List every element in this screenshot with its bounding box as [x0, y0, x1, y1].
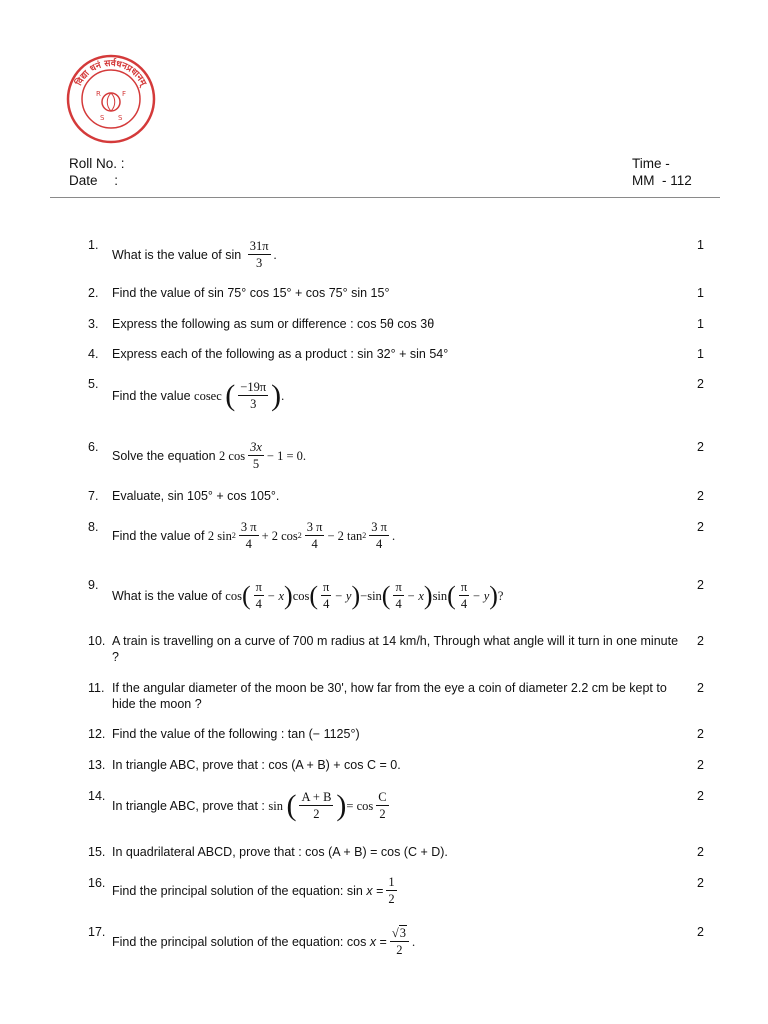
question-text: Find the value of the following : tan (− 1125°) [112, 727, 360, 741]
svg-text:F: F [122, 90, 127, 98]
question-5 [88, 376, 710, 411]
question-marks: 2 [697, 727, 704, 741]
question-number: 11. [88, 681, 105, 695]
question-number: 10. [88, 634, 106, 648]
question-text: Find the value of sin 75° cos 15° + cos 75° sin 15° [112, 286, 390, 300]
question-13 [88, 757, 710, 773]
question-marks: 2 [697, 789, 704, 803]
svg-text:R: R [96, 90, 101, 98]
question-text: Find the principal solution of the equation: cos x = $\frac{√3}{2}$ . [112, 926, 416, 957]
question-9 [88, 577, 710, 611]
question-marks: 2 [697, 520, 704, 534]
question-marks: 2 [697, 925, 704, 939]
max-marks-value: - 112 [662, 173, 692, 188]
question-6 [88, 439, 710, 471]
question-marks: 2 [697, 440, 704, 454]
date-label: Date [69, 173, 98, 188]
roll-no-colon: : [120, 156, 125, 171]
question-14 [88, 788, 710, 821]
question-text: Find the value cosec ( $\frac{-19\pi}{3}$ ) . [112, 378, 285, 412]
question-marks: 2 [697, 845, 704, 859]
question-marks: 2 [697, 634, 704, 648]
question-text: A train is travelling on a curve of 700 m radius at 14 km/h, Through what angle will it turn in one minute ? [112, 634, 679, 664]
question-number: 14. [88, 789, 106, 803]
school-logo [66, 54, 156, 144]
question-marks: 2 [697, 377, 704, 391]
question-number: 5. [88, 377, 99, 391]
question-number: 3. [88, 317, 99, 331]
question-1 [88, 237, 710, 270]
question-text: Find the principal solution of the equation: sin x = $\frac{1}{2}$ [112, 875, 395, 906]
question-8 [88, 519, 710, 551]
question-text: Find the value of 2 sin 2 $\frac{3 \pi}{4}$ + 2 cos 2 $\frac{3 \pi}{4}$ − 2 tan 2 $\frac{3 \pi}{4}$ . [112, 520, 396, 551]
question-11 [88, 680, 710, 712]
question-number: 17. [88, 925, 106, 939]
question-number: 2. [88, 286, 99, 300]
question-text: What is the value of cos ( $\frac{\pi}{4}$ − x ) cos ( $\frac{\pi}{4}$ − y ) − sin ( $\frac{\pi}{4}$ − x ) sin ( $\frac{\pi}{4}$ − y ) ? [112, 580, 504, 611]
roll-no-label: Roll No. [69, 156, 118, 171]
question-marks: 1 [697, 317, 704, 331]
header-left [69, 155, 125, 189]
time-label: Time - [632, 156, 670, 171]
question-marks: 1 [697, 347, 704, 361]
question-text: Express the following as sum or difference : cos 5θ cos 3θ [112, 317, 435, 331]
question-text: Solve the equation 2 cos $\frac{3x}{5}$ − 1 = 0. [112, 440, 307, 471]
question-number: 15. [88, 845, 106, 859]
question-17 [88, 924, 710, 957]
question-7 [88, 488, 710, 504]
max-marks-label: MM [632, 173, 655, 188]
question-text: In quadrilateral ABCD, prove that : cos (A + B) = cos (C + D). [112, 845, 448, 859]
fraction: $\frac{31\pi}{3}$ [249, 239, 269, 270]
header-divider [50, 197, 720, 198]
svg-text:S: S [100, 114, 105, 122]
question-16 [88, 875, 710, 906]
question-marks: 1 [697, 238, 704, 252]
question-4 [88, 346, 710, 362]
question-number: 12. [88, 727, 106, 741]
question-marks: 2 [697, 758, 704, 772]
question-text: If the angular diameter of the moon be 30', how far from the eye a coin of diameter 2.2 cm be kept to hide the moon ? [112, 681, 667, 711]
question-number: 8. [88, 520, 99, 534]
question-prefix: What is the value of sin [112, 247, 242, 262]
question-2 [88, 285, 710, 301]
header-right [632, 155, 692, 189]
question-marks: 2 [697, 489, 704, 503]
question-15 [88, 844, 710, 860]
question-text: In triangle ABC, prove that : cos (A + B) + cos C = 0. [112, 758, 401, 772]
question-number: 16. [88, 876, 106, 890]
question-number: 1. [88, 238, 99, 252]
question-number: 9. [88, 578, 99, 592]
svg-text:S: S [118, 114, 123, 122]
question-text: In triangle ABC, prove that : sin ( $\frac{A + B}{2}$ ) = cos $\frac{C}{2}$ [112, 788, 387, 822]
question-marks: 2 [697, 578, 704, 592]
question-number: 7. [88, 489, 99, 503]
question-3 [88, 316, 710, 332]
question-marks: 2 [697, 681, 704, 695]
question-text: Evaluate, sin 105° + cos 105°. [112, 489, 280, 503]
question-10 [88, 633, 710, 665]
logo-motto: विद्या धनं सर्वधनप्रधानम् [74, 58, 148, 88]
question-marks: 1 [697, 286, 704, 300]
date-colon: : [114, 173, 119, 188]
question-number: 4. [88, 347, 99, 361]
question-text: Express each of the following as a product : sin 32° + sin 54° [112, 347, 449, 361]
svg-text:विद्या धनं सर्वधनप्रधानम् [72, 57, 149, 89]
question-number: 13. [88, 758, 106, 772]
question-text: What is the value of sin $\frac{31\pi}{3}$ . [112, 239, 277, 270]
question-number: 6. [88, 440, 99, 454]
question-12 [88, 726, 710, 742]
question-marks: 2 [697, 876, 704, 890]
